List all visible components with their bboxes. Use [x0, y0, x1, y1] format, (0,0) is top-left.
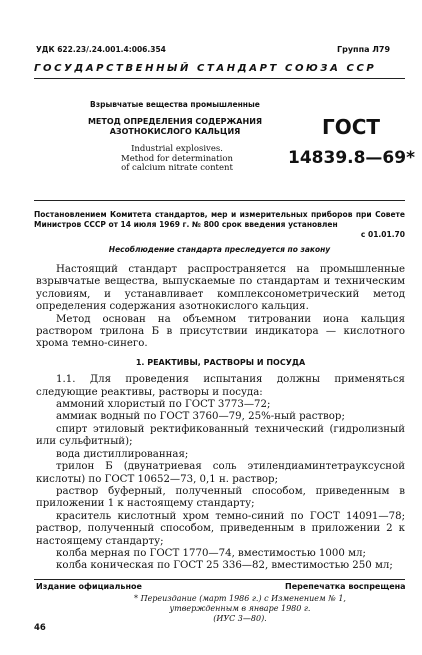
reissue-footnote [110, 594, 370, 624]
list-item: трилон Б (двунатриевая соль этилендиаминтетрауксусной кислоты) по ГОСТ 10652—73, 0,1 н. раствор; [36, 461, 405, 485]
intro-paragraph-2: Метод основан на объемном титровании иона кальция раствором трилона Б в присутствии индикатора — кислотного хрома темно-синего. [36, 313, 405, 350]
list-item: раствор буферный, полученный способом, приведенным в приложении 1 к настоящему стандарту; [36, 485, 405, 510]
clause-1-1: 1.1. Для проведения испытания должны применяться следующие реактивы, растворы и посуда: [36, 374, 405, 398]
decree-text: Постановлением Комитета стандартов, мер и измерительных приборов при Совете Министров СССР от 14 июля 1969 г. № 800 срок введения установлен [34, 210, 405, 229]
footnote-line-1: * Переиздание (март 1986 г.) с Изменением № 1, [134, 594, 346, 603]
list-item: спирт этиловый ректификованный технический (гидролизный или сульфитный); [36, 423, 405, 448]
footnote-line-2: утвержденным в январе 1980 г. [169, 604, 311, 613]
list-item: аммиак водный по ГОСТ 3760—79, 25%-ный раствор; [56, 411, 345, 423]
title-english: Industrial explosives. Method for determination of calcium nitrate content [121, 144, 233, 173]
footer-divider [34, 579, 405, 580]
udk-code: УДК 622.23/.24.001.4:006.354 [36, 45, 166, 54]
document-body [36, 264, 405, 573]
title-divider [34, 200, 405, 201]
list-item: вода дистиллированная; [56, 448, 189, 460]
gost-number: 14839.8—69* [288, 148, 415, 168]
decree-date: с 01.01.70 [360, 230, 405, 239]
page-number: 46 [34, 623, 46, 633]
intro-paragraph-1: Настоящий стандарт распространяется на промышленные взрывчатые вещества, выпускаемые по стандартам и техническим условиям, и устанавливает комплексонометрический метод определения содержания азотнокислого кальция. [36, 264, 405, 313]
header-divider [34, 78, 405, 79]
reprint-notice: Перепечатка воспрещена [285, 582, 406, 591]
gost-label: ГОСТ [322, 115, 381, 139]
section-heading: 1. РЕАКТИВЫ, РАСТВОРЫ И ПОСУДА [135, 357, 306, 367]
title-russian: МЕТОД ОПРЕДЕЛЕНИЯ СОДЕРЖАНИЯ АЗОТНОКИСЛОГО КАЛЬЦИЯ [87, 117, 263, 136]
list-item: аммоний хлористый по ГОСТ 3773—72; [56, 399, 271, 411]
group-code: Группа Л79 [337, 45, 391, 54]
standard-heading: ГОСУДАРСТВЕННЫЙ СТАНДАРТ СОЮЗА ССР [34, 63, 377, 74]
footnote-line-3: (ИУС 3—80). [213, 614, 267, 623]
category-label: Взрывчатые вещества промышленные [90, 100, 260, 109]
list-item: колба коническая по ГОСТ 25 336—82, вместимостью 250 мл; [56, 560, 393, 572]
decree-block [34, 210, 405, 240]
law-notice: Несоблюдение стандарта преследуется по закону [108, 245, 331, 254]
list-item: колба мерная по ГОСТ 1770—74, вместимостью 1000 мл; [56, 547, 366, 559]
official-edition-label: Издание официальное [36, 582, 142, 591]
list-item: краситель кислотный хром темно-синий по ГОСТ 14091—78; раствор, полученный способом, приведенным в приложении 2 к настоящему стандарту; [36, 510, 405, 547]
